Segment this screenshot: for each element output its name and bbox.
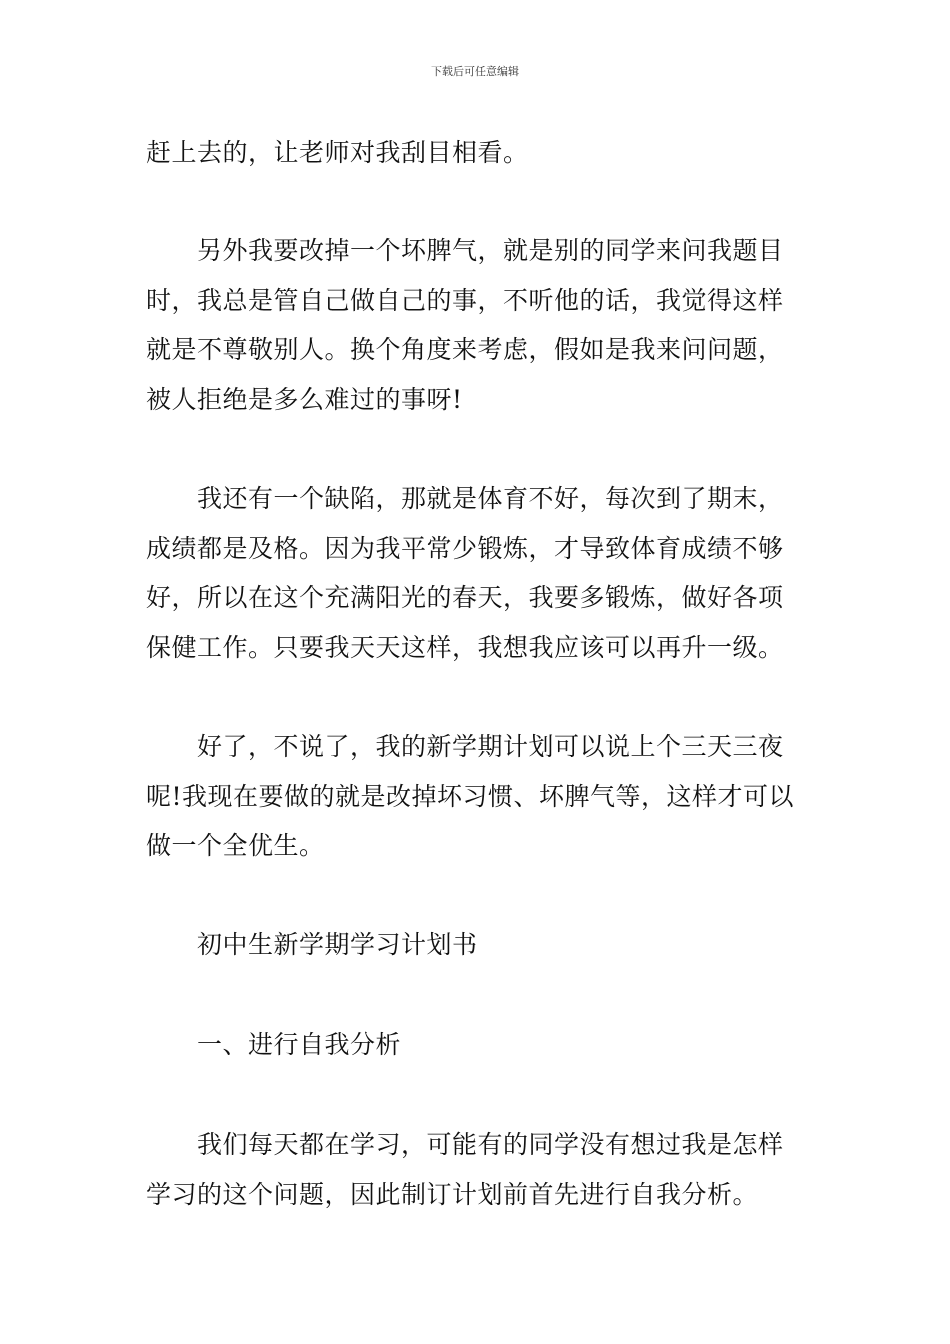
text-line: 就是不尊敬别人。换个角度来考虑，假如是我来问问题， [146,335,784,364]
heading-line: 初中生新学期学习计划书 [197,930,478,959]
text-line: 时，我总是管自己做自己的事，不听他的话，我觉得这样 [146,285,784,315]
text-line: 被人拒绝是多么难过的事呀! [146,384,463,414]
text-line: 成绩都是及格。因为我平常少锻炼，才导致体育成绩不够 [146,533,784,563]
paragraph-continuation [146,128,806,178]
text-line: 呢!我现在要做的就是改掉坏习惯、坏脾气等，这样才可以 [146,781,795,811]
paragraph-self-analysis [146,1120,806,1219]
section-title [146,920,806,970]
text-line: 做一个全优生。 [146,831,325,860]
text-line: 学习的这个问题，因此制订计划前首先进行自我分析。 [146,1179,759,1209]
heading-line: 一、进行自我分析 [197,1030,402,1059]
text-line: 赶上去的，让老师对我刮目相看。 [146,138,529,167]
paragraph-temper [146,226,806,424]
text-line: 保健工作。只要我天天这样，我想我应该可以再升一级。 [146,632,784,662]
page-header-note: 下载后可任意编辑 [431,65,519,78]
text-line: 我们每天都在学习，可能有的同学没有想过我是怎样 [197,1130,784,1159]
paragraph-sports [146,474,806,672]
text-line: 好，所以在这个充满阳光的春天，我要多锻炼，做好各项 [146,583,784,612]
paragraph-conclusion [146,722,806,871]
text-line: 好了，不说了，我的新学期计划可以说上个三天三夜 [197,732,784,761]
subsection-heading [146,1020,806,1070]
text-line: 我还有一个缺陷，那就是体育不好，每次到了期末， [197,484,784,513]
text-line: 另外我要改掉一个坏脾气，就是别的同学来问我题目 [197,236,784,265]
